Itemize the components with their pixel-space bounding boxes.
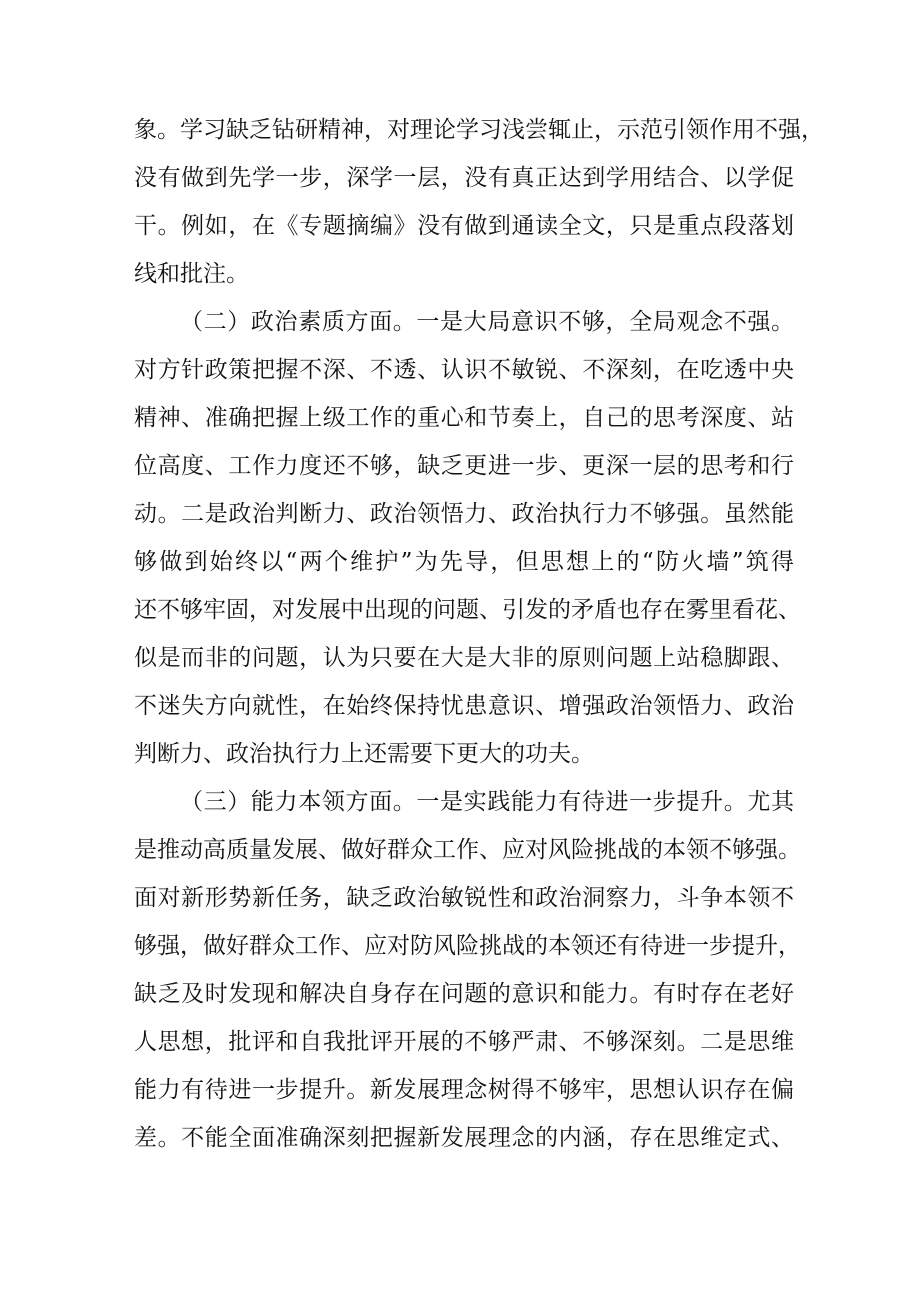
text-line: 能力有待进一步提升。新发展理念树得不够牢，思想认识存在偏 bbox=[134, 1077, 794, 1103]
text-line: 差。不能全面准确深刻把握新发展理念的内涵，存在思维定式、 bbox=[134, 1125, 794, 1151]
text-line: 缺乏及时发现和解决自身存在问题的意识和能力。有时存在老好 bbox=[134, 981, 794, 1007]
text-line: 面对新形势新任务，缺乏政治敏锐性和政治洞察力，斗争本领不 bbox=[134, 885, 794, 911]
text-line: 判断力、政治执行力上还需要下更大的功夫。 bbox=[134, 741, 594, 767]
section-heading-line: （二）政治素质方面。一是大局意识不够，全局观念不强。 bbox=[180, 309, 794, 335]
text-line: 够强，做好群众工作、应对防风险挑战的本领还有待进一步提升， bbox=[134, 933, 801, 959]
text-line: 干。例如，在《专题摘编》没有做到通读全文，只是重点段落划 bbox=[134, 213, 794, 239]
text-line: 象。学习缺乏钻研精神，对理论学习浅尝辄止，示范引领作用不强， bbox=[134, 117, 824, 143]
text-line: 似是而非的问题，认为只要在大是大非的原则问题上站稳脚跟、 bbox=[134, 645, 794, 671]
section-heading-line: （三）能力本领方面。一是实践能力有待进一步提升。尤其 bbox=[180, 789, 794, 815]
text-line: 人思想，批评和自我批评开展的不够严肃、不够深刻。二是思维 bbox=[134, 1029, 794, 1055]
text-line: 还不够牢固，对发展中出现的问题、引发的矛盾也存在雾里看花、 bbox=[134, 597, 801, 623]
text-line: 不迷失方向就性，在始终保持忧患意识、增强政治领悟力、政治 bbox=[134, 693, 794, 719]
text-line: 是推动高质量发展、做好群众工作、应对风险挑战的本领不够强。 bbox=[134, 837, 801, 863]
text-line: 动。二是政治判断力、政治领悟力、政治执行力不够强。虽然能 bbox=[134, 501, 794, 527]
text-line: 精神、准确把握上级工作的重心和节奏上，自己的思考深度、站 bbox=[134, 405, 794, 431]
text-line: 对方针政策把握不深、不透、认识不敏锐、不深刻，在吃透中央 bbox=[134, 357, 794, 383]
text-line: 线和批注。 bbox=[134, 261, 249, 287]
text-line: 没有做到先学一步，深学一层，没有真正达到学用结合、以学促 bbox=[134, 165, 794, 191]
text-line: 够做到始终以“两个维护”为先导，但思想上的“防火墙”筑得 bbox=[134, 549, 794, 575]
text-line: 位高度、工作力度还不够，缺乏更进一步、更深一层的思考和行 bbox=[134, 453, 794, 479]
